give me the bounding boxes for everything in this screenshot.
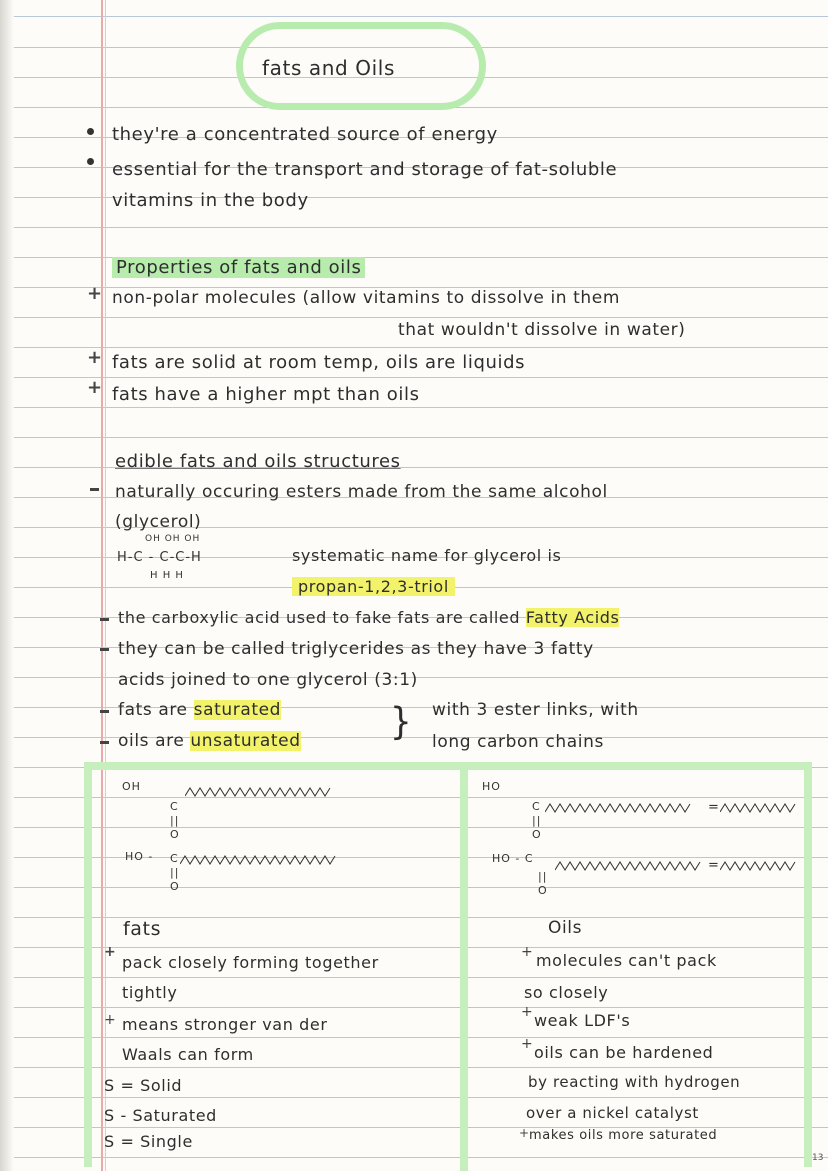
fats-heading: fats xyxy=(123,918,162,940)
plus-bullet: + xyxy=(104,1012,116,1028)
fats-s-solid: S = Solid xyxy=(104,1076,183,1095)
dash-bullet xyxy=(100,710,109,713)
structure-2 xyxy=(118,608,619,627)
fat-oxygen-2: O xyxy=(170,880,180,893)
oil-oxygen-1: O xyxy=(532,828,542,841)
plus-bullet: + xyxy=(104,944,116,960)
systematic-label: systematic name for glycerol is xyxy=(292,546,562,565)
fats-point-1a: pack closely forming together xyxy=(122,953,379,972)
structure-4-text: fats are xyxy=(118,700,194,720)
oil-double-bond-1: || xyxy=(532,814,542,827)
fat-carbon-2: C xyxy=(170,852,179,865)
property-3: fats have a higher mpt than oils xyxy=(112,384,420,405)
intro-line-2: essential for the transport and storage of fat-soluble xyxy=(112,159,618,180)
dash-bullet xyxy=(100,618,109,621)
oil-chain-1b xyxy=(720,800,800,816)
structure-1a: naturally occuring esters made from the same alcohol xyxy=(115,482,608,502)
fat-chain-1 xyxy=(185,784,345,800)
structure-3a: they can be called triglycerides as they have 3 fatty xyxy=(118,639,594,659)
oil-ho-c-label: HO - C xyxy=(492,852,534,865)
intro-line-1: they're a concentrated source of energy xyxy=(112,124,498,145)
oil-oxygen-2: O xyxy=(538,884,548,897)
page-edge-shadow xyxy=(0,0,14,1171)
bullet-dot xyxy=(87,158,94,165)
oils-point-3c: over a nickel catalyst xyxy=(526,1104,699,1122)
property-1b: that wouldn't dissolve in water) xyxy=(398,320,686,340)
brace-symbol: } xyxy=(390,700,413,744)
fat-oxygen-1: O xyxy=(170,828,180,841)
dash-bullet xyxy=(100,741,109,744)
bullet-dot xyxy=(87,128,94,135)
structure-1b: (glycerol) xyxy=(115,512,202,532)
fat-carbon-1: C xyxy=(170,800,179,813)
fat-chain-2 xyxy=(180,852,345,868)
plus-bullet: + xyxy=(87,377,103,398)
oils-point-1a: molecules can't pack xyxy=(536,951,717,970)
fats-point-2a: means stronger van der xyxy=(122,1015,328,1034)
plus-bullet: + xyxy=(87,347,103,368)
plus-bullet: + xyxy=(521,944,533,960)
intro-line-3: vitamins in the body xyxy=(112,190,309,211)
oil-ho-label: HO xyxy=(482,780,501,793)
saturated-highlight: saturated xyxy=(193,700,282,720)
oil-chain-2b xyxy=(720,858,800,874)
oils-point-3a: oils can be hardened xyxy=(534,1043,714,1062)
oils-point-2: weak LDF's xyxy=(534,1011,631,1030)
column-divider xyxy=(460,766,468,1171)
property-2: fats are solid at room temp, oils are liquids xyxy=(112,352,526,373)
properties-heading: Properties of fats and oils xyxy=(112,257,365,278)
fat-ho-label: HO - xyxy=(125,850,154,863)
fats-point-2b: Waals can form xyxy=(122,1045,254,1064)
oil-double-bond-2: || xyxy=(538,870,548,883)
page-number: 13 xyxy=(812,1153,824,1163)
plus-bullet: + xyxy=(519,1126,530,1140)
oils-point-3b: by reacting with hydrogen xyxy=(528,1073,741,1091)
plus-bullet: + xyxy=(521,1004,533,1020)
oils-heading: Oils xyxy=(548,918,583,938)
oils-point-4: makes oils more saturated xyxy=(529,1128,718,1143)
dash-bullet xyxy=(90,488,99,491)
glycerol-h-row: H H H xyxy=(150,570,184,581)
structure-3b: acids joined to one glycerol (3:1) xyxy=(118,670,418,690)
fat-double-bond-2: || xyxy=(170,866,180,879)
plus-bullet: + xyxy=(87,283,103,304)
ester-note-a: with 3 ester links, with xyxy=(432,700,639,720)
dash-bullet xyxy=(100,648,109,651)
glycerol-oh-row: OH OH OH xyxy=(145,534,201,544)
structure-5-text: oils are xyxy=(118,731,191,751)
structures-heading: edible fats and oils structures xyxy=(115,451,401,472)
fat-oh-label: OH xyxy=(122,780,141,793)
glycerol-carbon-row: H-C - C-C-H xyxy=(117,550,202,565)
fats-s-saturated: S - Saturated xyxy=(104,1106,217,1125)
fats-s-single: S = Single xyxy=(104,1132,193,1151)
structure-5 xyxy=(118,731,301,751)
oil-chain-2a xyxy=(555,858,705,874)
structure-4 xyxy=(118,700,281,720)
plus-bullet: + xyxy=(521,1036,533,1052)
oil-double-bond-symbol-1: = xyxy=(708,800,720,815)
structure-2-text: the carboxylic acid used to fake fats are called xyxy=(118,608,526,627)
oil-carbon-1: C xyxy=(532,800,541,813)
fats-point-1b: tightly xyxy=(122,983,178,1002)
oils-point-1b: so closely xyxy=(524,983,609,1002)
unsaturated-highlight: unsaturated xyxy=(190,731,301,751)
oil-double-bond-symbol-2: = xyxy=(708,858,720,873)
ester-note-b: long carbon chains xyxy=(432,732,604,752)
property-1a: non-polar molecules (allow vitamins to dissolve in them xyxy=(112,288,621,308)
page-title: fats and Oils xyxy=(262,56,395,80)
oil-chain-1a xyxy=(545,800,705,816)
fat-double-bond-1: || xyxy=(170,814,180,827)
systematic-name: propan-1,2,3-triol xyxy=(292,577,455,596)
fatty-acids-highlight: Fatty Acids xyxy=(525,608,620,627)
